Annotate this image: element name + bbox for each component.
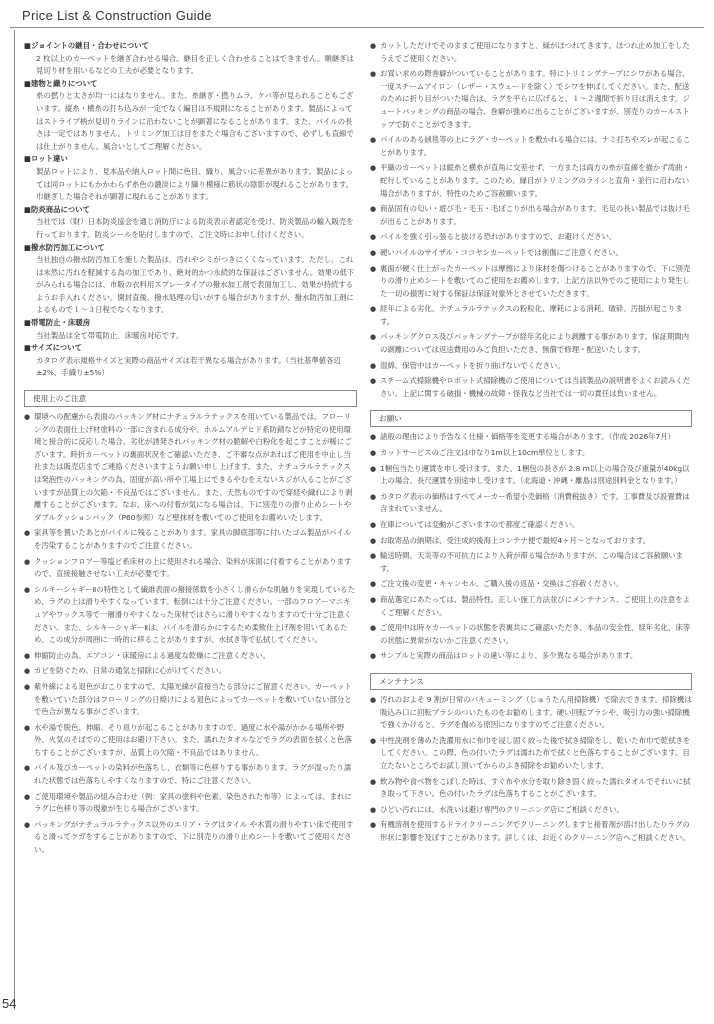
list-item: ● 諸般の理由により予告なく仕様・価格等を変更する場合があります。（作成 2026年7月） <box>370 431 692 444</box>
section-heading: ■建物と織りについて <box>24 78 98 88</box>
maintenance-title: メンテナンス <box>370 673 692 690</box>
list-item: ● スチーム式掃除機やロボット式掃除機のご使用については当該製品の説明書をよくお読みください。上記に関する破損・機械の故障・怪我など当社では一切の責任は負いません。 <box>370 375 692 400</box>
section-body: 当社独自の撥水防汚加工を施した製品は、汚れやシミがつきにくくなっています。ただし、これは未然に汚れを軽減する為の加工であり、絶対的かつ永続的な保証はございません。効果の低下がみられる場合には、市販の衣料用スプレータイプの撥水加工剤で表面加工し、効果が持続するようお手入れください。開封直後、撥水処理の匂いがする場合がありますが、撥水防汚加工剤によるもので１～３日程でなくなります。 <box>36 255 355 315</box>
list-item: ● パッキングクロス及びパッキングテープが経年劣化により剥離する事があります。保証期間内の剥離については返送費用のみご負担いただき、無償で修理・配送いたします。 <box>370 331 692 356</box>
section-body: 当社では（財）日本防炎協会を通じ消防庁による防炎表示者認定を受け、防炎製品の輸入販売を行っております。防炎シールを貼付しますので、ご注文時にお申し付けください。 <box>36 217 354 239</box>
list-item: ● 経年による劣化、ナチュラルラテックスの粉粒化、摩耗による消耗、破砕、汚損が起こります。 <box>370 303 692 328</box>
section-body: 2 枚以上のカーペットを継ぎ合わせる場合、継目を正しく合わせることはできません。順継ぎは見切り材を用いるなどの工夫が必要となります。 <box>36 53 354 76</box>
usage-notes-list <box>24 411 357 857</box>
section-heading: ■サイズについて <box>24 343 82 353</box>
section-heading: ■防炎商品について <box>24 204 90 214</box>
list-item: ● カタログ表示の価格はすべてメーカー希望小売価格（消費税抜き）です。工事費及び設置費は含まれていません。 <box>370 491 692 516</box>
list-item: ● ご使用環境や製品の組み合わせ（例：家具の塗料や色素、染色された布等）によっては、まれにラグに色移り等の現象が生じる場合がございます。 <box>24 791 357 816</box>
list-item: ● 伸縮防止の為、エアコン・床暖房による過度な乾燥にご注意ください。 <box>24 650 357 663</box>
list-item: ● パイル及びカーペットの染料が色落ちし、衣類等に色移りする事があります。ラグが湿ったり濡れた状態では色落ちしやすくなりますので、特にご注意ください。 <box>24 762 357 787</box>
list-item: ● カットサービスのご注文は巾なり1m以上10cm単位とします。 <box>370 447 692 460</box>
page-header <box>0 0 714 30</box>
section-body: カタログ表示規格サイズと実際の商品サイズは若干異なる場合があります。（当社基準値各辺±2%、手織り±5%） <box>36 355 341 378</box>
list-item: ● 水や湯で脱色、伸縮、そり返りが起こることがありますので、過度に水や湯がかかる場所や野外、火気のそばでのご使用はお避け下さい。また、濡れたタオルなどでラグの表面を拭くと色落ちすることがございますが、品質上の欠陥・不良品ではありません。 <box>24 722 357 760</box>
left-column <box>24 40 357 860</box>
list-item: ● 有機溶剤を使用するドライクリーニングでクリーニングしますと接着剤が溶け出したりラグの形状に影響を及ぼすことがあります。詳しくは、お近くのクリーニング店へご相談ください。 <box>370 819 692 844</box>
section-heading: ■ジョイントの継目・合わせについて <box>24 41 149 50</box>
list-item: ● 1梱包当たり運賃を申し受けます。また、1梱包の長さが 2.8 m以上の場合及び重量が40kg以上の場合、長尺運賃を別途申し受けます。（北海道・沖縄・離島は別途別料金となります。） <box>370 463 692 488</box>
list-item: ● 商品選定にあたっては、製品特性、正しい施工方法並びにメンテナンス、ご使用上の注意をよくご理解ください。 <box>370 594 692 619</box>
list-item: ● 湿綿、保管中はカーペットを折り曲げないでください。 <box>370 360 692 373</box>
right-column <box>370 40 692 847</box>
list-item: ● 在庫については変動がございますので都度ご確認ください。 <box>370 519 692 532</box>
list-item: ● 輸送時間、天災等の不可抗力により入荷が滞る場合がありますが、この場合はご容赦願います。 <box>370 550 692 575</box>
list-item: ● カットしただけでそのままご使用になりますと、緑がほつれてきます。ほつれ止め加工をしたうえでご使用ください。 <box>370 40 692 65</box>
section-heading: ■ロット違い <box>24 154 68 164</box>
maintenance-list <box>370 694 692 845</box>
list-item: ● シルキーシャギーⅡの特性として繊維表面の撥接係数を小さくし滑らかな肌触りを実現しているため、ラグの上は滑りやすくなっています。転倒には十分ご注意ください。一部のフロアーマニキュアやワックス等で一層滑りやすくなった床材ではさらに滑りやすくなりますので十分ご注意ください。また、シルキーシャギーⅡは、パイルを滑らかにするため柔軟仕上げ剤を用いてあるため、この成分が周囲に一時的に移ることがありますが、水拭き等で払拭してください。 <box>24 584 357 647</box>
list-item: ● パイルのある絨毯等の上にラグ・カーペットを敷かれる場合には、ナミ打ちやズレが起こることがあります。 <box>370 134 692 159</box>
list-item: ● カビを防ぐため、日常の通気と掃除に心がけてください。 <box>24 665 357 678</box>
list-item: ● 家具等を置いたあとがパイルに残ることがあります。家具の脚底部等に付いたゴム製品がパイルを汚染することがありますのでご注意ください。 <box>24 527 357 552</box>
list-item: ● パイルを強く引っ張ると抜ける恐れがありますので、お避けください。 <box>370 231 692 244</box>
section-body: 糸の撚りと太さが均一にはなりません。また、糸継ぎ・撚りムラ、ケバ等が見られることもございます。縦糸・横糸の打ち込みが一定でなく編目は不規則になることがあります。製品によってはストライプ柄が見切りラインに沿わないことが顕著になることがあります。また、パイルの長さは一定ではありません。トリミング加工は目をまたぐ場合もございますので、必ずしも直線では仕上がりません。風合いとしてご理解ください。 <box>36 91 354 151</box>
margin-rule <box>14 30 15 1010</box>
section-body: 当社製品は全て帯電防止、床暖房対応です。 <box>36 330 184 340</box>
spec-sections <box>24 40 357 380</box>
list-item: ● 平織のカーペットは縦糸と横糸が直角に交差せず、一方または両方の糸が直線を描かず湾曲・蛇行していることがあります。このため、縁目がトリミングのラインと直角・並行に沿わない場合がありますが、特性のためご容赦願います。 <box>370 162 692 200</box>
request-title: お願い <box>370 410 692 427</box>
list-item: ● 中性洗剤を薄めた洗濯用水に布巾を浸し固く絞った後で拭き掃除をし、乾いた布巾で乾拭きをしてください。この際、色の付いたラグは濡れた布で拭くと色落ちすることがございます。目立たないところでお試し頂いてからのふき掃除をお勧めいたします。 <box>370 735 692 773</box>
list-item: ● クッションフロアー等塩ビ系床材の上に使用される場合、染料が床面に付着することがありますので、直接接触させない工夫が必要です。 <box>24 556 357 581</box>
usage-notes-title: 使用上のご注意 <box>24 390 357 407</box>
list-item: ● サンプルと実際の商品はロットの違い等により、多少異なる場合があります。 <box>370 650 692 663</box>
header-rule <box>10 27 704 28</box>
header-title: Price List & Construction Guide <box>22 8 212 23</box>
list-item: ● 環境への配慮から表面のパッキング材にナチュラルラテックスを用いている製品では、フローリングの表面仕上げ材塗料の一部に含まれる成分や、ホルムアルデヒド系防錆などが特定の使用環境と接合的に反応した場合、劣化が誘発されパッキング材の脆解や白粉化を起こすことが稀にございます。時折カーペットの裏面状況をご確認いただき、ご不審な点があればご使用を中止し当社または販売店までご連絡くださいますようお願い申し上げます。また、ナチュラルラテックスは発泡性のパッキングの為、固度が高い所や工場上にできるやむをえないスジが入ることがございますが品質上の欠陥・不良品ではございません。また、天然ものですので穿経や織れにより剥離することがございます。なお、床への付着が気になる場合は、下に別売りの滑り止めシートやダブルクッションパック（P60参照）など壁抹材を敷いてのご使用をお薦めいたします。 <box>24 411 357 524</box>
list-item: ● お買い求めの際巻癖がついていることがあります。特にトリミングテープにシワがある場合、一度スチームアイロン（レザー・スウェードを除く）でシワを伸ばしてください。また、配送のために折り目がついた場合は、ラグを平らに広げると、１～２週間で折り目は消えます。ジュートバッキングの商品の場合、巻癖が強めに出ることがございますが、別売りのカールストップで防ぐことができます。 <box>370 68 692 131</box>
list-item: ● 飲み物や食べ物をこぼした時は、すぐ布や水分を取り除き固く絞った濡れタオルでそれいに拭き取って下さい。色の付いたラグは色落ちすることがございます。 <box>370 776 692 801</box>
list-item: ● パッキングがナチュラルラテックス以外のエリア・ラグはタイル や木質の滑りやすい床で使用すると滑ってケガをすることがありますので、下に別売りの滑り止めシートを敷いてご使用ください。 <box>24 819 357 857</box>
list-item: ● 硬いパイルのサイザル・ココヤシカーペットでは創傷にご注意ください。 <box>370 247 692 260</box>
section-heading: ■撥水防汚加工について <box>24 242 105 252</box>
list-item: ● 裏面が硬く仕上がったカーペットは摩擦により床材を傷つけることがありますので、下に別売りの滑り止めシートを敷いてのご使用をお薦めします。上記方法以外でのご使用により発生した一切の損害に対する保証は保証対象外とさせていただきます。 <box>370 263 692 301</box>
list-item: ● ご注文後の変更・キャンセル、ご購入後の返品・交換はご容赦ください。 <box>370 578 692 591</box>
section-heading: ■帯電防止・床暖房 <box>24 318 91 328</box>
list-item: ● 紫外線による退色がおこりますので、太陽光線が直接当たる部分にご留意ください。カーペットを敷いていた部分はフローリングの日焼けによる退色によってカーペットを敷いていない部分とで色合が異なる事がございます。 <box>24 681 357 719</box>
section-body: 製品ロットにより、見本品や納入ロット間に色目、織り、風合いに差異があります。製品によっては同ロットにもかかわらず糸色の濃淡により織り模様に筋状の陰影が現れることがあります。巾継ぎした場合それが顕著に現れることがあります。 <box>36 166 354 202</box>
list-item: ● お取寄品の納期は、受注成約後海上コンテナ便で最短4ヶ月～となっております。 <box>370 535 692 548</box>
list-item: ● ひどい汚れには、水洗いは避け専門のクリーニング店にご相談ください。 <box>370 804 692 817</box>
list-item: ● ご使用中は時々カーペットの状態を表裏共にご確認いただき、本品の安全性、経年劣化、床等の状態に異常がないかご注意ください。 <box>370 622 692 647</box>
caution-list <box>370 40 692 400</box>
request-list <box>370 431 692 663</box>
page-number: 54 <box>2 996 17 1011</box>
list-item: ● 汚れのおよそ 9 割が日常のバキューミング（じゅうたん用掃除機）で除去できます。掃除機は吸込み口に回転ブラシのついたものをお勧めします。硬い回転ブラシや、吸引力の強い掃除機で強くかけると、ラグを傷める原因になりますのでご注意ください。 <box>370 694 692 732</box>
list-item: ● 商品固有の匂い・遊び毛・毛玉・毛ぼこりが出る場合があります。毛足の長い製品では抜け毛が出ることがあります。 <box>370 203 692 228</box>
